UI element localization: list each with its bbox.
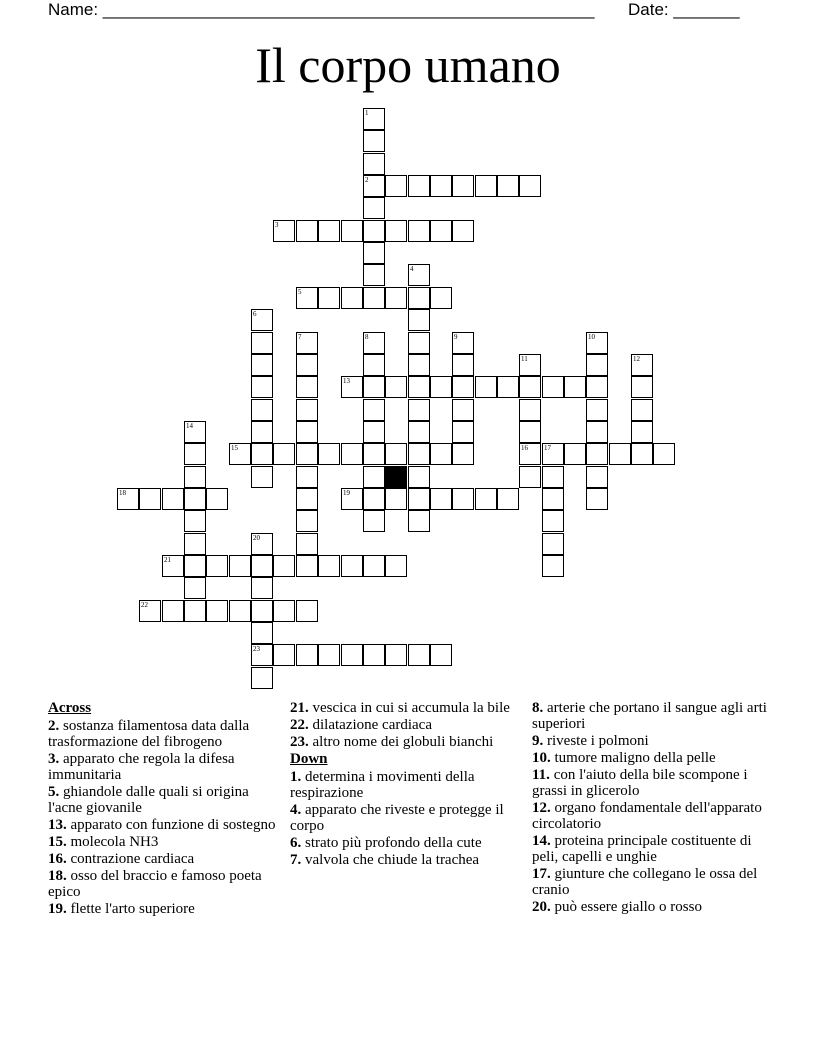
clue-text: organo fondamentale dell'apparato circolatorio: [532, 800, 762, 832]
clue-number: 15: [231, 444, 238, 452]
grid-cell[interactable]: [385, 376, 407, 398]
clue-text: determina i movimenti della respirazione: [290, 769, 475, 801]
clue-number-label: 10.: [532, 750, 551, 766]
grid-cell[interactable]: [139, 488, 161, 510]
grid-cell[interactable]: [631, 421, 653, 443]
clue-number-label: 3.: [48, 751, 60, 767]
clue-number: 5: [298, 288, 302, 296]
grid-cell[interactable]: [586, 443, 608, 465]
grid-cell[interactable]: [251, 309, 273, 331]
grid-cell[interactable]: [363, 153, 385, 175]
grid-cell[interactable]: [519, 399, 541, 421]
clue-item: [48, 817, 286, 833]
grid-cell[interactable]: [586, 421, 608, 443]
grid-cell[interactable]: [542, 376, 564, 398]
grid-cell[interactable]: [318, 555, 340, 577]
grid-cell[interactable]: [452, 220, 474, 242]
grid-cell[interactable]: [296, 644, 318, 666]
grid-cell[interactable]: [184, 577, 206, 599]
clue-number: 12: [633, 355, 640, 363]
clue-number: 19: [343, 489, 350, 497]
grid-cell[interactable]: [363, 644, 385, 666]
grid-cell[interactable]: [452, 332, 474, 354]
clues-column-3: [532, 700, 770, 916]
clue-number: 1: [365, 109, 369, 117]
grid-cell[interactable]: [631, 399, 653, 421]
clue-item: [290, 717, 528, 733]
clue-number: 11: [521, 355, 528, 363]
grid-cell[interactable]: [452, 175, 474, 197]
grid-cell[interactable]: [184, 488, 206, 510]
grid-cell[interactable]: [296, 332, 318, 354]
grid-cell[interactable]: [385, 443, 407, 465]
grid-cell[interactable]: [452, 376, 474, 398]
grid-cell[interactable]: [385, 644, 407, 666]
clue-item: [532, 700, 770, 732]
grid-cell[interactable]: [430, 443, 452, 465]
clue-text: può essere giallo o rosso: [554, 899, 702, 915]
grid-cell[interactable]: [296, 220, 318, 242]
across-heading: Across: [48, 700, 92, 716]
clue-number-label: 15.: [48, 834, 67, 850]
clue-text: apparato che riveste e protegge il corpo: [290, 802, 504, 834]
grid-cell[interactable]: [184, 510, 206, 532]
grid-cell[interactable]: [452, 399, 474, 421]
grid-cell[interactable]: [475, 175, 497, 197]
grid-cell[interactable]: [251, 376, 273, 398]
clue-number-label: 23.: [290, 734, 309, 750]
grid-cell[interactable]: [341, 644, 363, 666]
clue-text: apparato con funzione di sostegno: [70, 817, 276, 833]
grid-cell[interactable]: [542, 533, 564, 555]
grid-cell[interactable]: [341, 220, 363, 242]
grid-cell[interactable]: [296, 488, 318, 510]
grid-cell[interactable]: [251, 555, 273, 577]
clue-number-label: 17.: [532, 866, 551, 882]
clue-number-label: 22.: [290, 717, 309, 733]
grid-cell[interactable]: [408, 309, 430, 331]
grid-cell[interactable]: [296, 533, 318, 555]
clue-item: [48, 834, 286, 850]
grid-cell[interactable]: [631, 354, 653, 376]
grid-cell[interactable]: [184, 555, 206, 577]
grid-cell[interactable]: [408, 510, 430, 532]
grid-cell[interactable]: [162, 555, 184, 577]
grid-cell[interactable]: [586, 376, 608, 398]
clue-number-label: 19.: [48, 901, 67, 917]
clue-number: 22: [141, 601, 148, 609]
grid-cell[interactable]: [229, 555, 251, 577]
grid-cell[interactable]: [251, 644, 273, 666]
clue-number: 18: [119, 489, 126, 497]
clue-text: contrazione cardiaca: [70, 851, 195, 867]
grid-cell[interactable]: [341, 287, 363, 309]
clue-number-label: 4.: [290, 802, 302, 818]
grid-cell[interactable]: [296, 354, 318, 376]
clue-text: tumore maligno della pelle: [554, 750, 716, 766]
clue-item: [532, 767, 770, 799]
grid-cell[interactable]: [273, 644, 295, 666]
clue-item: [290, 835, 528, 851]
grid-cell[interactable]: [408, 332, 430, 354]
clue-number: 8: [365, 333, 369, 341]
clue-item: [532, 750, 770, 766]
grid-cell[interactable]: [385, 488, 407, 510]
clue-text: ghiandole dalle quali si origina l'acne giovanile: [48, 784, 249, 816]
grid-cell[interactable]: [251, 332, 273, 354]
clue-item: [290, 769, 528, 801]
grid-cell[interactable]: [408, 644, 430, 666]
grid-cell[interactable]: [497, 175, 519, 197]
clue-number: 23: [253, 645, 260, 653]
grid-cell[interactable]: [519, 175, 541, 197]
grid-cell[interactable]: [206, 555, 228, 577]
clue-number-label: 8.: [532, 700, 544, 716]
grid-cell[interactable]: [296, 421, 318, 443]
clues-column-1: [48, 700, 286, 918]
grid-cell[interactable]: [296, 600, 318, 622]
clue-number-label: 21.: [290, 700, 309, 716]
clue-number: 14: [186, 422, 193, 430]
grid-cell[interactable]: [363, 421, 385, 443]
clue-item: [532, 866, 770, 898]
grid-cell[interactable]: [251, 443, 273, 465]
grid-cell[interactable]: [519, 354, 541, 376]
grid-cell[interactable]: [318, 644, 340, 666]
grid-cell[interactable]: [318, 287, 340, 309]
grid-cell[interactable]: [273, 555, 295, 577]
clue-number-label: 11.: [532, 767, 550, 783]
grid-cell[interactable]: [385, 175, 407, 197]
grid-cell[interactable]: [296, 376, 318, 398]
clue-number: 10: [588, 333, 595, 341]
grid-cell[interactable]: [363, 264, 385, 286]
grid-cell[interactable]: [586, 488, 608, 510]
black-cell: [385, 466, 407, 488]
clue-text: osso del braccio e famoso poeta epico: [48, 868, 262, 900]
grid-cell[interactable]: [609, 443, 631, 465]
grid-cell[interactable]: [631, 376, 653, 398]
clue-number: 6: [253, 310, 257, 318]
grid-cell[interactable]: [363, 287, 385, 309]
clue-text: valvola che chiude la trachea: [305, 852, 480, 868]
clue-item: [48, 901, 286, 917]
grid-cell[interactable]: [184, 600, 206, 622]
grid-cell[interactable]: [408, 354, 430, 376]
grid-cell[interactable]: [273, 220, 295, 242]
grid-cell[interactable]: [184, 466, 206, 488]
clue-number: 20: [253, 534, 260, 542]
grid-cell[interactable]: [542, 466, 564, 488]
grid-cell[interactable]: [497, 376, 519, 398]
clues-column-2: [290, 700, 528, 869]
grid-cell[interactable]: [385, 555, 407, 577]
grid-cell[interactable]: [296, 510, 318, 532]
clue-number-label: 16.: [48, 851, 67, 867]
grid-cell[interactable]: [139, 600, 161, 622]
grid-cell[interactable]: [363, 332, 385, 354]
grid-cell[interactable]: [408, 287, 430, 309]
grid-cell[interactable]: [363, 175, 385, 197]
grid-cell[interactable]: [586, 332, 608, 354]
clue-number: 7: [298, 333, 302, 341]
grid-cell[interactable]: [363, 197, 385, 219]
clue-number-label: 7.: [290, 852, 302, 868]
clue-number-label: 2.: [48, 718, 60, 734]
grid-cell[interactable]: [408, 421, 430, 443]
clue-number-label: 14.: [532, 833, 551, 849]
grid-cell[interactable]: [184, 443, 206, 465]
grid-cell[interactable]: [564, 443, 586, 465]
grid-cell[interactable]: [430, 644, 452, 666]
grid-cell[interactable]: [184, 421, 206, 443]
grid-cell[interactable]: [363, 242, 385, 264]
grid-cell[interactable]: [363, 354, 385, 376]
clue-item: [532, 899, 770, 915]
grid-cell[interactable]: [296, 399, 318, 421]
clue-item: [48, 718, 286, 750]
grid-cell[interactable]: [117, 488, 139, 510]
grid-cell[interactable]: [363, 130, 385, 152]
clue-item: [290, 852, 528, 868]
grid-cell[interactable]: [363, 220, 385, 242]
grid-cell[interactable]: [586, 399, 608, 421]
clue-text: riveste i polmoni: [547, 733, 649, 749]
clue-number: 4: [410, 265, 414, 273]
grid-cell[interactable]: [162, 600, 184, 622]
grid-cell[interactable]: [408, 175, 430, 197]
clue-item: [290, 802, 528, 834]
clue-item: [48, 868, 286, 900]
clue-number: 17: [544, 444, 551, 452]
grid-cell[interactable]: [251, 667, 273, 689]
down-heading: Down: [290, 751, 328, 767]
clue-item: [532, 833, 770, 865]
grid-cell[interactable]: [408, 443, 430, 465]
grid-cell[interactable]: [318, 443, 340, 465]
grid-cell[interactable]: [184, 533, 206, 555]
grid-cell[interactable]: [206, 488, 228, 510]
grid-cell[interactable]: [430, 220, 452, 242]
clue-text: giunture che collegano le ossa del cranio: [532, 866, 758, 898]
clue-text: apparato che regola la difesa immunitaria: [48, 751, 235, 783]
grid-cell[interactable]: [363, 555, 385, 577]
grid-cell[interactable]: [251, 399, 273, 421]
grid-cell[interactable]: [452, 421, 474, 443]
grid-cell[interactable]: [363, 108, 385, 130]
grid-cell[interactable]: [542, 443, 564, 465]
grid-cell[interactable]: [341, 443, 363, 465]
grid-cell[interactable]: [542, 488, 564, 510]
grid-cell[interactable]: [519, 466, 541, 488]
clue-number: 2: [365, 176, 369, 184]
grid-cell[interactable]: [229, 443, 251, 465]
grid-cell[interactable]: [586, 466, 608, 488]
clue-number-label: 18.: [48, 868, 67, 884]
grid-cell[interactable]: [408, 220, 430, 242]
clue-text: arterie che portano il sangue agli arti superiori: [532, 700, 767, 732]
clue-number: 13: [343, 377, 350, 385]
clue-text: molecola NH3: [70, 834, 159, 850]
grid-cell[interactable]: [363, 443, 385, 465]
grid-cell[interactable]: [542, 555, 564, 577]
clue-number: 9: [454, 333, 458, 341]
clue-item: [48, 751, 286, 783]
grid-cell[interactable]: [251, 600, 273, 622]
clue-number: 21: [164, 556, 171, 564]
grid-cell[interactable]: [296, 555, 318, 577]
clue-number-label: 1.: [290, 769, 302, 785]
grid-cell[interactable]: [251, 622, 273, 644]
grid-cell[interactable]: [363, 466, 385, 488]
grid-cell[interactable]: [497, 488, 519, 510]
grid-cell[interactable]: [363, 488, 385, 510]
grid-cell[interactable]: [296, 466, 318, 488]
grid-cell[interactable]: [385, 220, 407, 242]
grid-cell[interactable]: [452, 488, 474, 510]
grid-cell[interactable]: [564, 376, 586, 398]
grid-cell[interactable]: [341, 488, 363, 510]
clue-item: [48, 851, 286, 867]
grid-cell[interactable]: [363, 510, 385, 532]
clue-number-label: 12.: [532, 800, 551, 816]
grid-cell[interactable]: [430, 376, 452, 398]
grid-cell[interactable]: [162, 488, 184, 510]
clue-text: dilatazione cardiaca: [312, 717, 433, 733]
clue-number-label: 5.: [48, 784, 60, 800]
grid-cell[interactable]: [586, 354, 608, 376]
clue-text: altro nome dei globuli bianchi: [312, 734, 494, 750]
clue-number-label: 13.: [48, 817, 67, 833]
grid-cell[interactable]: [341, 555, 363, 577]
grid-cell[interactable]: [631, 443, 653, 465]
page-title: Il corpo umano: [255, 37, 561, 93]
grid-cell[interactable]: [408, 466, 430, 488]
clue-number: 16: [521, 444, 528, 452]
grid-cell[interactable]: [251, 533, 273, 555]
name-field: Name: ____________________________________________________: [48, 0, 595, 19]
grid-cell[interactable]: [385, 287, 407, 309]
grid-cell[interactable]: [519, 421, 541, 443]
clue-text: con l'aiuto della bile scompone i grassi in glicerolo: [532, 767, 748, 799]
grid-cell[interactable]: [452, 354, 474, 376]
grid-cell[interactable]: [430, 175, 452, 197]
grid-cell[interactable]: [430, 488, 452, 510]
grid-cell[interactable]: [251, 421, 273, 443]
grid-cell[interactable]: [363, 399, 385, 421]
grid-cell[interactable]: [363, 376, 385, 398]
clue-text: strato più profondo della cute: [305, 835, 482, 851]
grid-cell[interactable]: [341, 376, 363, 398]
grid-cell[interactable]: [408, 376, 430, 398]
clue-text: vescica in cui si accumula la bile: [312, 700, 510, 716]
clue-number-label: 9.: [532, 733, 544, 749]
grid-cell[interactable]: [542, 510, 564, 532]
grid-cell[interactable]: [408, 399, 430, 421]
grid-cell[interactable]: [452, 443, 474, 465]
grid-cell[interactable]: [475, 488, 497, 510]
grid-cell[interactable]: [229, 600, 251, 622]
clue-item: [532, 733, 770, 749]
grid-cell[interactable]: [430, 287, 452, 309]
grid-cell[interactable]: [251, 466, 273, 488]
clue-item: [290, 734, 528, 750]
grid-cell[interactable]: [475, 376, 497, 398]
clue-number-label: 20.: [532, 899, 551, 915]
clue-number-label: 6.: [290, 835, 302, 851]
grid-cell[interactable]: [296, 287, 318, 309]
grid-cell[interactable]: [273, 600, 295, 622]
grid-cell[interactable]: [206, 600, 228, 622]
clue-item: [532, 800, 770, 832]
date-field: Date: _______: [628, 0, 740, 19]
grid-cell[interactable]: [653, 443, 675, 465]
clue-number: 3: [275, 221, 279, 229]
clue-text: sostanza filamentosa data dalla trasformazione del fibrogeno: [48, 718, 250, 750]
grid-cell[interactable]: [408, 264, 430, 286]
grid-cell[interactable]: [519, 443, 541, 465]
grid-cell[interactable]: [296, 443, 318, 465]
grid-cell[interactable]: [273, 443, 295, 465]
clue-text: proteina principale costituente di peli, capelli e unghie: [532, 833, 752, 865]
grid-cell[interactable]: [318, 220, 340, 242]
clue-item: [290, 700, 528, 716]
clue-text: flette l'arto superiore: [70, 901, 195, 917]
grid-cell[interactable]: [251, 354, 273, 376]
grid-cell[interactable]: [251, 577, 273, 599]
grid-cell[interactable]: [408, 488, 430, 510]
clue-item: [48, 784, 286, 816]
grid-cell[interactable]: [519, 376, 541, 398]
